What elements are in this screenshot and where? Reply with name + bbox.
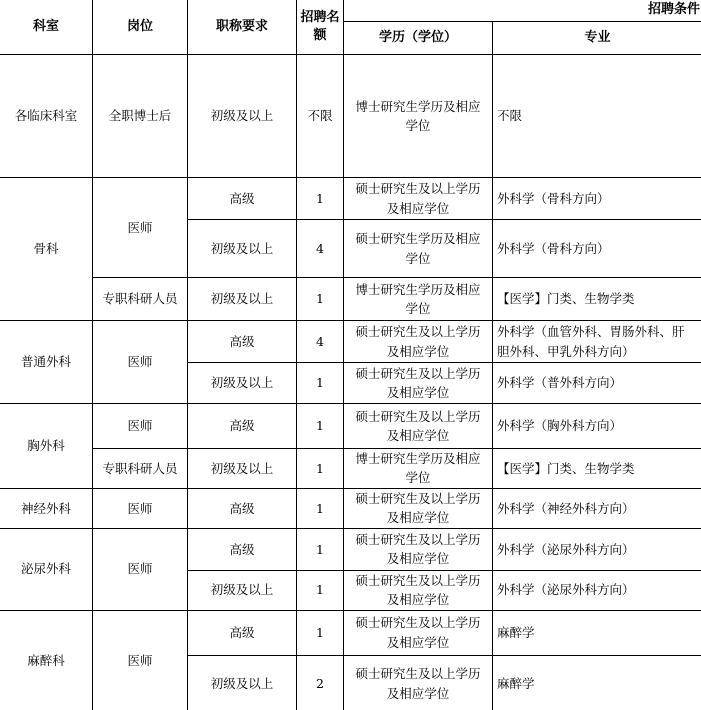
cell-quota: 1	[297, 404, 344, 449]
cell-quota: 1	[297, 488, 344, 528]
cell-post: 医师	[93, 321, 188, 404]
cell-dept: 各临床科室	[0, 55, 93, 178]
table-row	[0, 404, 701, 449]
cell-major: 外科学（胸外科方向）	[493, 404, 701, 449]
cell-degree: 博士研究生学历及相应学位	[344, 55, 493, 178]
cell-quota: 1	[297, 178, 344, 220]
cell-major: 外科学（骨科方向）	[493, 178, 701, 220]
cell-dept: 麻醉科	[0, 610, 93, 710]
cell-quota: 1	[297, 278, 344, 321]
cell-major: 麻醉学	[493, 610, 701, 655]
cell-quota: 1	[297, 570, 344, 610]
header-title-req: 职称要求	[188, 0, 297, 55]
cell-degree: 硕士研究生及以上学历及相应学位	[344, 570, 493, 610]
cell-dept: 胸外科	[0, 404, 93, 489]
header-post: 岗位	[93, 0, 188, 55]
cell-title: 高级	[188, 610, 297, 655]
table-row	[0, 528, 701, 570]
cell-major: 不限	[493, 55, 701, 178]
cell-major: 外科学（普外科方向）	[493, 363, 701, 404]
cell-degree: 硕士研究生及以上学历及相应学位	[344, 321, 493, 363]
cell-title: 初级及以上	[188, 55, 297, 178]
cell-dept: 泌尿外科	[0, 528, 93, 610]
cell-post: 全职博士后	[93, 55, 188, 178]
table-row	[0, 278, 701, 321]
cell-quota: 1	[297, 449, 344, 489]
cell-title: 高级	[188, 178, 297, 220]
cell-major: 【医学】门类、生物学类	[493, 278, 701, 321]
cell-degree: 博士研究生学历及相应学位	[344, 278, 493, 321]
cell-quota: 2	[297, 655, 344, 710]
cell-post: 医师	[93, 178, 188, 278]
cell-title: 高级	[188, 488, 297, 528]
cell-title: 初级及以上	[188, 655, 297, 710]
cell-post: 医师	[93, 404, 188, 449]
header-degree: 学历（学位）	[344, 22, 493, 55]
cell-post: 医师	[93, 488, 188, 528]
cell-title: 初级及以上	[188, 278, 297, 321]
cell-title: 初级及以上	[188, 449, 297, 489]
table-row	[0, 321, 701, 363]
cell-quota: 1	[297, 610, 344, 655]
header-quota: 招聘名额	[297, 0, 344, 55]
header-row-top	[0, 0, 701, 22]
cell-quota: 1	[297, 363, 344, 404]
cell-dept: 神经外科	[0, 488, 93, 528]
cell-major: 外科学（神经外科方向）	[493, 488, 701, 528]
cell-degree: 硕士研究生及以上学历及相应学位	[344, 363, 493, 404]
cell-quota: 4	[297, 220, 344, 278]
cell-degree: 硕士研究生及以上学历及相应学位	[344, 655, 493, 710]
cell-degree: 硕士研究生及以上学历及相应学位	[344, 610, 493, 655]
cell-degree: 硕士研究生及以上学历及相应学位	[344, 404, 493, 449]
cell-post: 医师	[93, 610, 188, 710]
cell-quota: 不限	[297, 55, 344, 178]
table-row	[0, 610, 701, 655]
header-major: 专业	[493, 22, 701, 55]
cell-major: 外科学（骨科方向）	[493, 220, 701, 278]
header-conditions: 招聘条件	[344, 0, 701, 22]
cell-degree: 硕士研究生学历及相应学位	[344, 220, 493, 278]
cell-major: 外科学（血管外科、胃肠外科、肝胆外科、甲乳外科方向）	[493, 321, 701, 363]
cell-degree: 硕士研究生及以上学历及相应学位	[344, 528, 493, 570]
cell-title: 高级	[188, 404, 297, 449]
cell-title: 初级及以上	[188, 220, 297, 278]
cell-major: 外科学（泌尿外科方向）	[493, 528, 701, 570]
cell-title: 初级及以上	[188, 363, 297, 404]
cell-title: 初级及以上	[188, 570, 297, 610]
cell-degree: 硕士研究生及以上学历及相应学位	[344, 178, 493, 220]
cell-post: 医师	[93, 528, 188, 610]
cell-major: 【医学】门类、生物学类	[493, 449, 701, 489]
cell-degree: 博士研究生学历及相应学位	[344, 449, 493, 489]
table-row	[0, 488, 701, 528]
cell-post: 专职科研人员	[93, 278, 188, 321]
table-row	[0, 449, 701, 489]
cell-major: 麻醉学	[493, 655, 701, 710]
cell-dept: 普通外科	[0, 321, 93, 404]
cell-title: 高级	[188, 321, 297, 363]
cell-title: 高级	[188, 528, 297, 570]
table-row	[0, 178, 701, 220]
cell-major: 外科学（泌尿外科方向）	[493, 570, 701, 610]
cell-dept: 骨科	[0, 178, 93, 321]
cell-post: 专职科研人员	[93, 449, 188, 489]
header-dept: 科室	[0, 0, 93, 55]
cell-quota: 4	[297, 321, 344, 363]
cell-quota: 1	[297, 528, 344, 570]
cell-degree: 硕士研究生及以上学历及相应学位	[344, 488, 493, 528]
table-row	[0, 55, 701, 178]
